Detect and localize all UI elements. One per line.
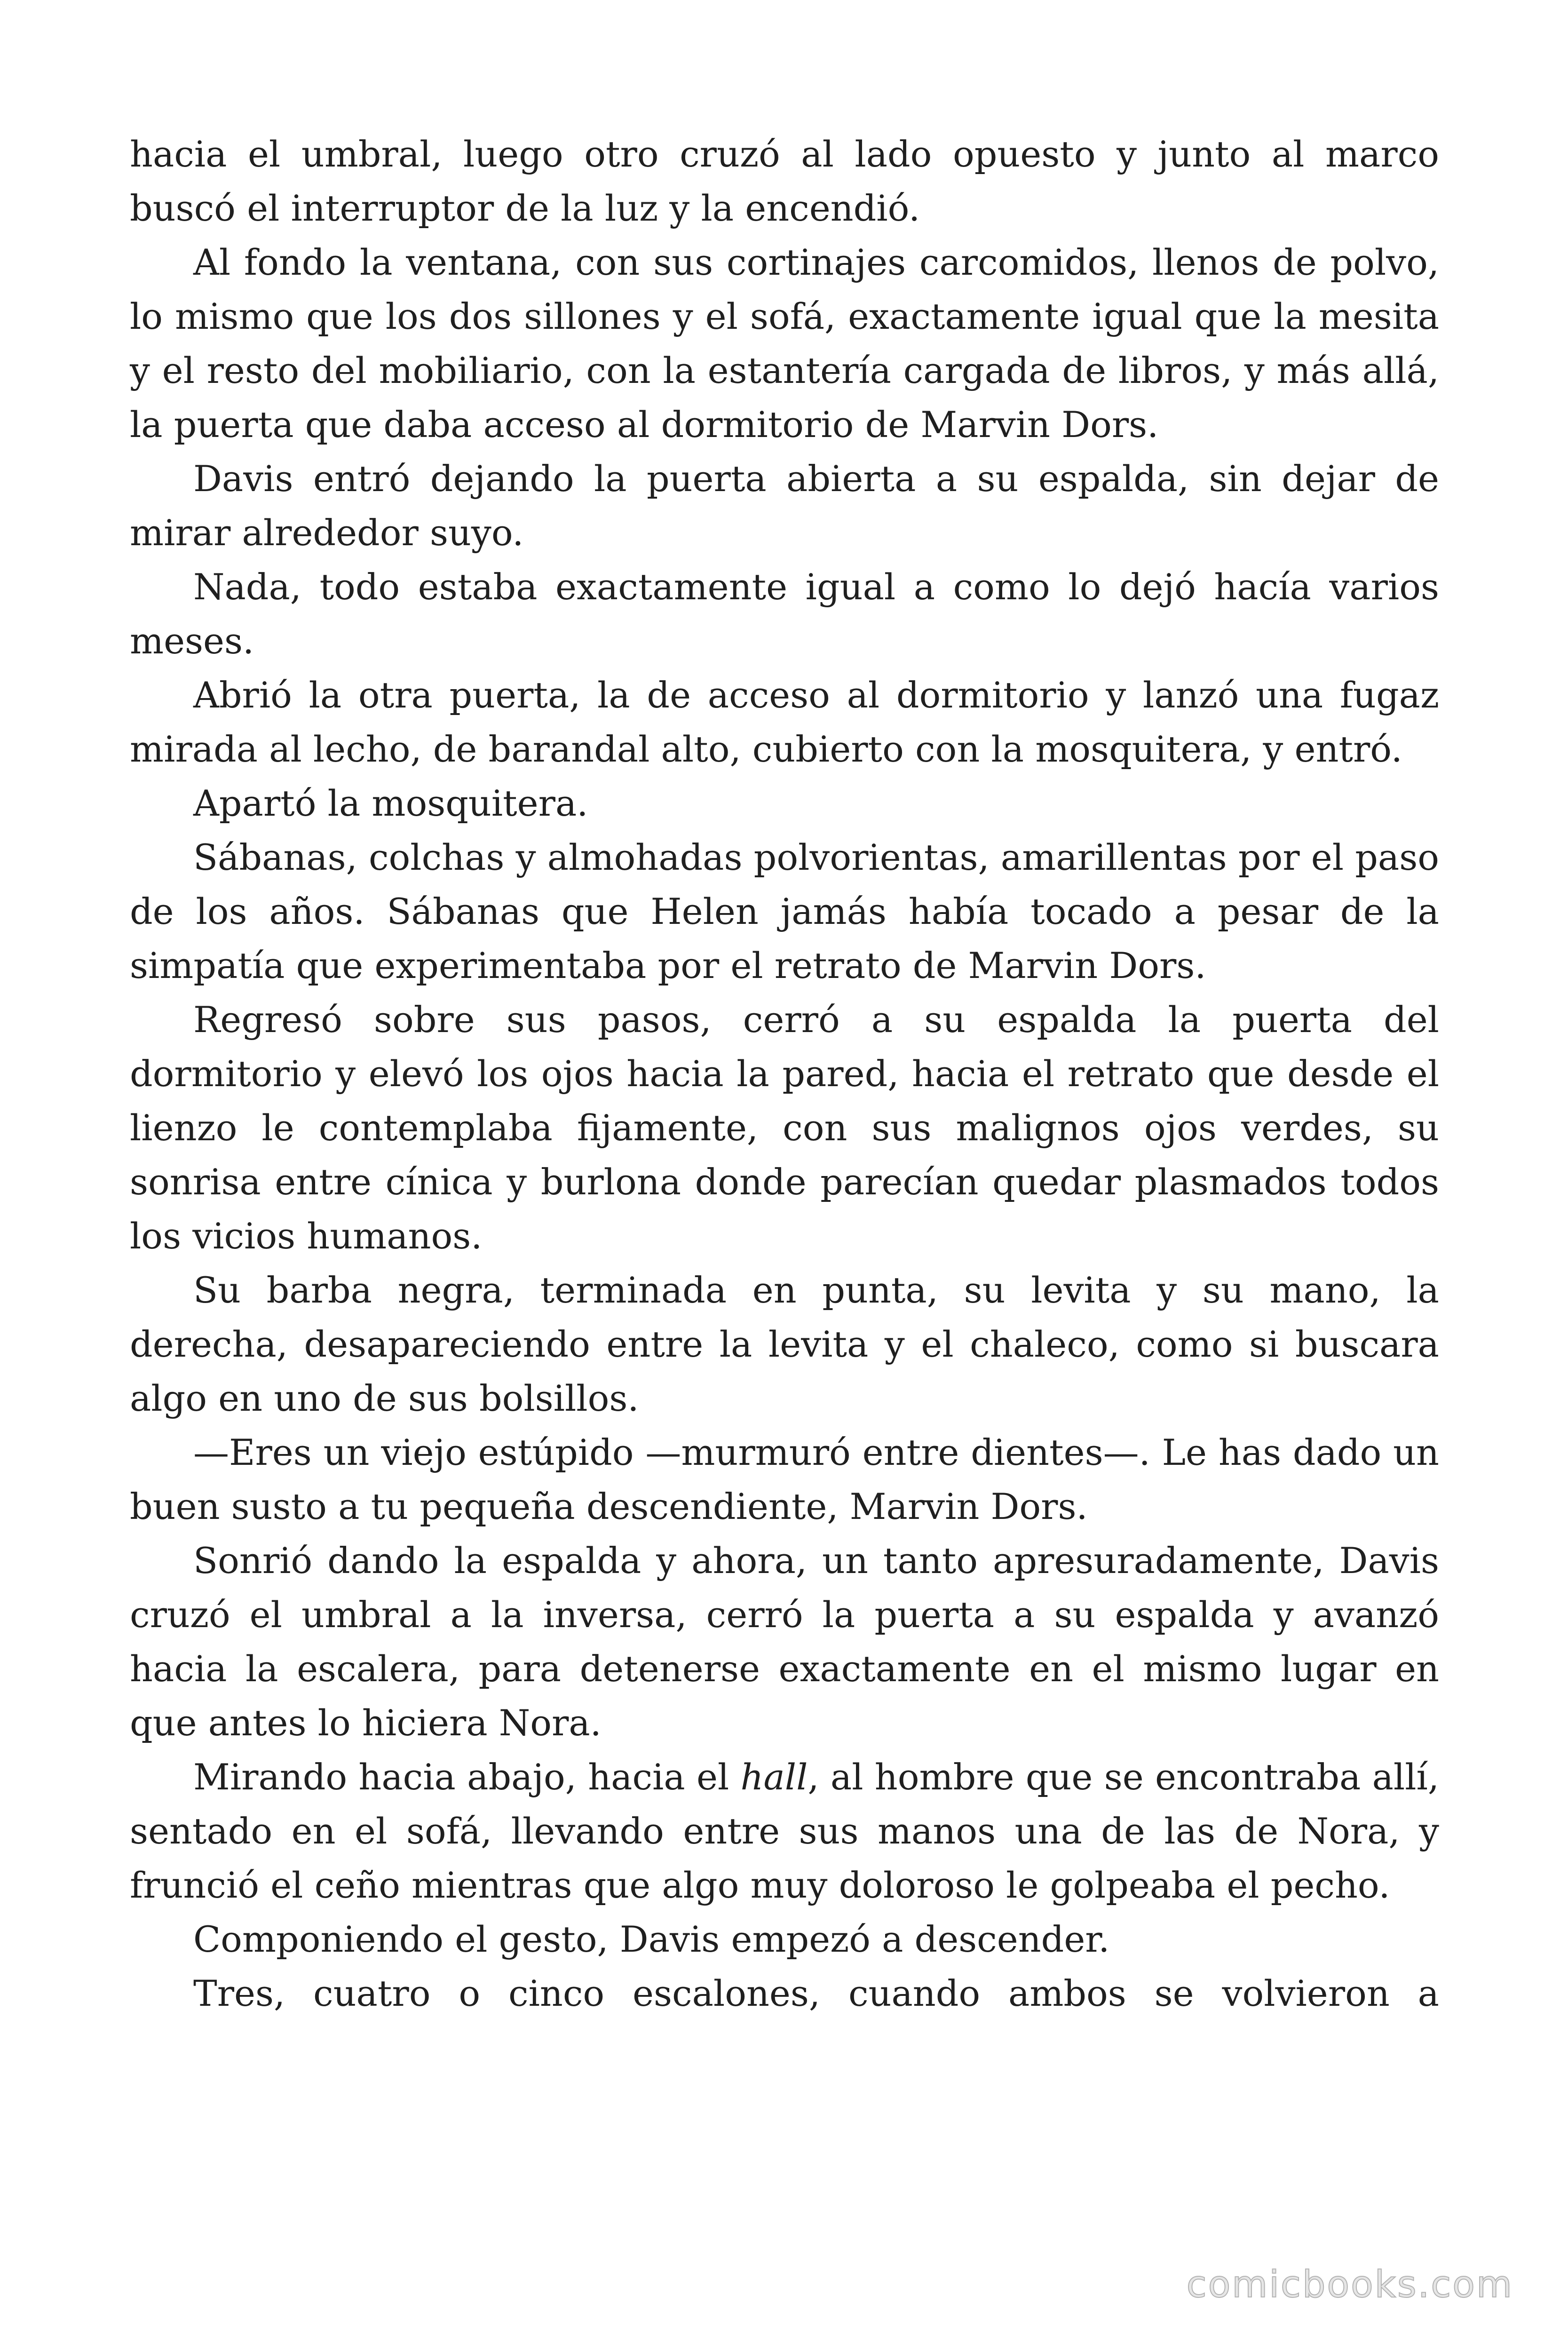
paragraph-12: [130, 1750, 1439, 1912]
paragraph-9: Su barba negra, terminada en punta, su levita y su mano, la derecha, desapareciendo entre la levita y el chaleco, como si buscara algo en uno de sus bolsillos.: [130, 1269, 1439, 1419]
paragraph-3: Davis entró dejando la puerta abierta a su espalda, sin dejar de mirar alrededor suyo.: [130, 458, 1439, 554]
paragraph-2: Al fondo la ventana, con sus cortinajes carcomidos, llenos de polvo, lo mismo que los dos sillones y el sofá, exactamente igual que la mesita y el resto del mobiliario, con la estantería cargada de libros, y más allá, la puerta que daba acceso al dormitorio de Marvin Dors.: [130, 241, 1439, 445]
italic-word-hall: hall: [740, 1756, 808, 1798]
paragraph-12-start: Mirando hacia abajo, hacia el: [193, 1756, 741, 1798]
paragraph-11: Sonrió dando la espalda y ahora, un tanto apresuradamente, Davis cruzó el umbral a la inversa, cerró la puerta a su espalda y avanzó hacia la escalera, para detenerse exactamente en el mismo lugar en que antes lo hiciera Nora.: [130, 1540, 1439, 1744]
paragraph-4: Nada, todo estaba exactamente igual a como lo dejó hacía varios meses.: [130, 566, 1439, 662]
paragraph-7: Sábanas, colchas y almohadas polvorientas, amarillentas por el paso de los años. Sábanas que Helen jamás había tocado a pesar de la simpatía que experimentaba por el retrato de Marvin Dors.: [130, 836, 1439, 986]
paragraph-13: Componiendo el gesto, Davis empezó a descender.: [193, 1918, 1110, 1960]
paragraph-5: Abrió la otra puerta, la de acceso al dormitorio y lanzó una fugaz mirada al lecho, de barandal alto, cubierto con la mosquitera, y entró.: [130, 674, 1439, 770]
paragraph-12-end: , al hombre que se encontraba allí, sentado en el sofá, llevando entre sus manos una de las de Nora, y frunció el ceño mientras que algo muy doloroso le golpeaba el pecho.: [130, 1756, 1440, 1906]
paragraph-8: Regresó sobre sus pasos, cerró a su espalda la puerta del dormitorio y elevó los ojos hacia la pared, hacia el retrato que desde el lienzo le contemplaba fijamente, con sus malignos ojos verdes, su sonrisa entre cínica y burlona donde parecían quedar plasmados todos los vicios humanos.: [130, 999, 1439, 1257]
watermark: comicbooks.com: [1186, 2264, 1513, 2306]
paragraph-6: Apartó la mosquitera.: [193, 782, 588, 824]
paragraph-10: —Eres un viejo estúpido —murmuró entre dientes—. Le has dado un buen susto a tu pequeña descendiente, Marvin Dors.: [130, 1431, 1439, 1527]
paragraph-1: hacia el umbral, luego otro cruzó al lado opuesto y junto al marco buscó el interruptor de la luz y la encendió.: [130, 133, 1439, 229]
paragraph-14: Tres, cuatro o cinco escalones, cuando ambos se volvieron a: [193, 1972, 1439, 2014]
book-page-text: [130, 127, 1439, 2020]
